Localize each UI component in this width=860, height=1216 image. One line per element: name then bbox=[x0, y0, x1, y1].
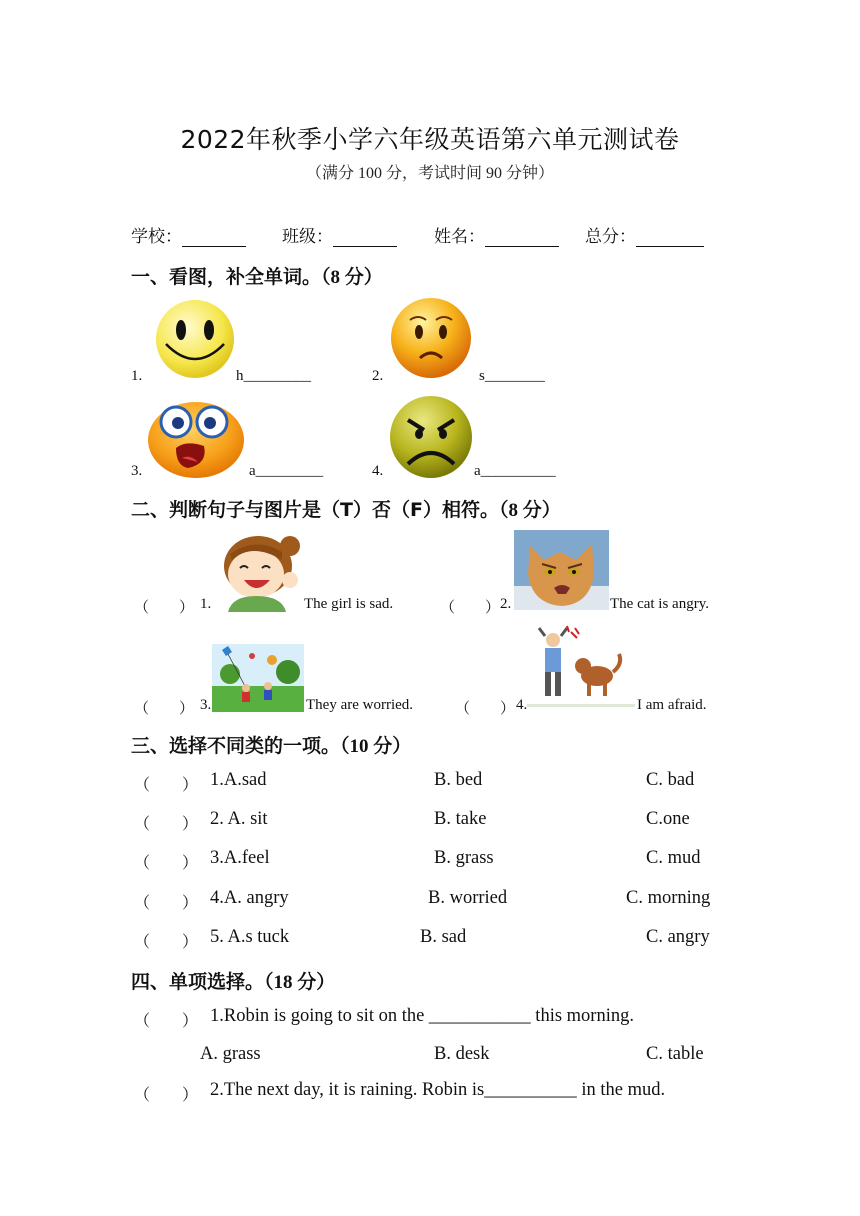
angry-cat-image bbox=[514, 530, 609, 610]
s1-item1-num: 1. bbox=[131, 368, 143, 384]
section2-title: 二、判断句子与图片是（T）否（F）相符。 bbox=[131, 499, 499, 521]
page-title: 2022年秋季小学六年级英语第六单元测试卷 bbox=[180, 125, 680, 154]
s4-q1-option-a: A. grass bbox=[200, 1044, 261, 1064]
section3-points: （10 分） bbox=[340, 736, 412, 757]
s3-row2-option-b: B. take bbox=[434, 809, 487, 829]
laughing-girl-image bbox=[212, 530, 304, 612]
s2-item4-sentence: I am afraid. bbox=[637, 697, 707, 713]
s3-row2-option-c: C.one bbox=[646, 809, 690, 829]
s3-row3-option-a: 3.A.feel bbox=[210, 848, 270, 868]
section1-heading bbox=[131, 262, 383, 289]
s4-q2-text: 2.The next day, it is raining. Robin is__________ in the mud. bbox=[210, 1080, 666, 1100]
s3-row4-option-b: B. worried bbox=[428, 888, 508, 908]
info-name-label: 姓名： bbox=[434, 227, 485, 246]
s3-row1-option-a: 1.A.sad bbox=[210, 770, 267, 790]
info-total-label: 总分： bbox=[585, 227, 636, 246]
kids-flying-kite-image bbox=[212, 644, 304, 712]
s4-q1-option-c: C. table bbox=[646, 1044, 704, 1064]
s3-row5-option-a: 5. A.s tuck bbox=[210, 927, 290, 947]
section2-points: （8 分） bbox=[498, 500, 561, 521]
s4-q1-text: 1.Robin is going to sit on the ___________ this morning. bbox=[210, 1006, 634, 1026]
s2-item3-paren[interactable]: （ ） bbox=[134, 701, 195, 717]
s1-item4-num: 4. bbox=[372, 463, 384, 479]
s2-item1-sentence: The girl is sad. bbox=[304, 596, 394, 612]
s2-item2-num: 2. bbox=[500, 596, 512, 612]
name-blank[interactable] bbox=[485, 230, 559, 247]
afraid-man-dog-image bbox=[527, 624, 635, 710]
info-school bbox=[131, 222, 246, 247]
section4-title: 四、单项选择。 bbox=[131, 971, 265, 993]
s2-item4-paren[interactable]: （ ） bbox=[455, 701, 516, 717]
school-blank[interactable] bbox=[182, 230, 246, 247]
s3-row5-paren[interactable]: （ ） bbox=[134, 934, 199, 951]
s4-q1-option-b: B. desk bbox=[434, 1044, 490, 1064]
s3-row3-paren[interactable]: （ ） bbox=[134, 855, 199, 872]
s3-row2-paren[interactable]: （ ） bbox=[134, 816, 199, 833]
angry-face-icon bbox=[388, 394, 474, 480]
s2-item3-sentence: They are worried. bbox=[306, 697, 414, 713]
s2-item3-num: 3. bbox=[200, 697, 212, 713]
section2-heading bbox=[131, 495, 561, 522]
s2-item2-paren[interactable]: （ ） bbox=[440, 600, 501, 616]
s3-row4-option-a: 4.A. angry bbox=[210, 888, 289, 908]
s1-item3-num: 3. bbox=[131, 463, 143, 479]
section1-points: （8 分） bbox=[321, 267, 383, 288]
s1-item1-answer[interactable]: h_________ bbox=[236, 368, 311, 384]
s2-item1-paren[interactable]: （ ） bbox=[134, 600, 195, 616]
s3-row4-option-c: C. morning bbox=[626, 888, 711, 908]
info-total bbox=[585, 222, 704, 247]
s1-item2-answer[interactable]: s________ bbox=[479, 368, 545, 384]
s1-item3-answer[interactable]: a_________ bbox=[249, 463, 324, 479]
s4-q2-paren[interactable]: （ ） bbox=[134, 1087, 199, 1104]
section3-heading bbox=[131, 731, 411, 758]
s4-q1-paren[interactable]: （ ） bbox=[134, 1013, 199, 1030]
s3-row5-option-c: C. angry bbox=[646, 927, 710, 947]
info-school-label: 学校： bbox=[131, 227, 182, 246]
afraid-face-icon bbox=[146, 396, 246, 480]
s1-item4-answer[interactable]: a__________ bbox=[474, 463, 556, 479]
s1-item2-num: 2. bbox=[372, 368, 384, 384]
s3-row4-paren[interactable]: （ ） bbox=[134, 895, 199, 912]
s3-row3-option-b: B. grass bbox=[434, 848, 494, 868]
s3-row1-option-c: C. bad bbox=[646, 770, 695, 790]
s3-row1-option-b: B. bed bbox=[434, 770, 483, 790]
s2-item1-num: 1. bbox=[200, 596, 212, 612]
s2-item2-sentence: The cat is angry. bbox=[610, 596, 709, 612]
s3-row5-option-b: B. sad bbox=[420, 927, 467, 947]
s3-row2-option-a: 2. A. sit bbox=[210, 809, 268, 829]
s3-row3-option-c: C. mud bbox=[646, 848, 701, 868]
s2-item4-num: 4. bbox=[516, 697, 528, 713]
total-blank[interactable] bbox=[636, 230, 704, 247]
section1-title: 一、看图，补全单词。 bbox=[131, 266, 322, 288]
info-class-label: 班级： bbox=[282, 227, 333, 246]
section3-title: 三、选择不同类的一项。 bbox=[131, 735, 341, 757]
class-blank[interactable] bbox=[333, 230, 397, 247]
page-subtitle: （满分 100 分，考试时间 90 分钟） bbox=[305, 165, 554, 182]
sad-face-icon bbox=[388, 296, 474, 384]
section4-heading bbox=[131, 967, 335, 994]
s3-row1-paren[interactable]: （ ） bbox=[134, 777, 199, 794]
info-name bbox=[434, 222, 559, 247]
happy-face-icon bbox=[152, 298, 238, 380]
section4-points: （18 分） bbox=[264, 972, 336, 993]
info-class bbox=[282, 222, 397, 247]
